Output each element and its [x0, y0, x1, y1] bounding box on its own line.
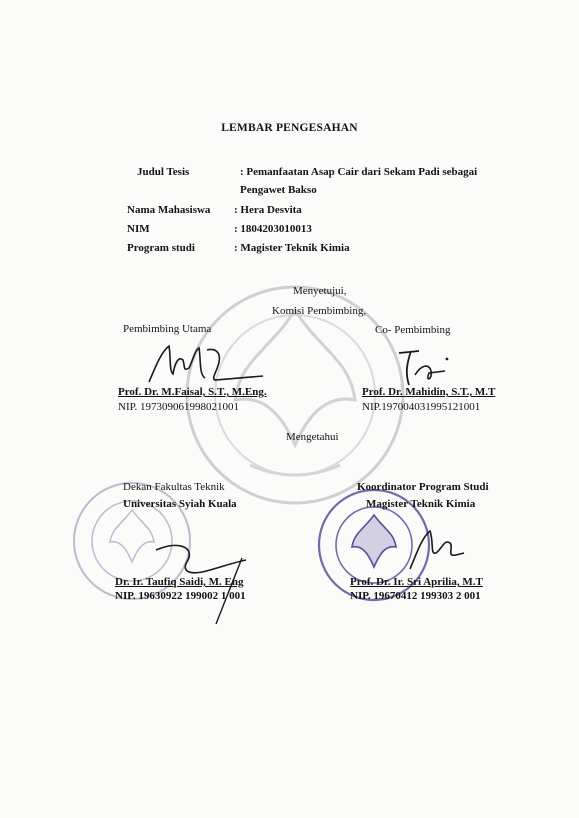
dean-nip: NIP. 19630922 199002 1 001 — [115, 590, 246, 602]
field-value-title-cont: Pengawet Bakso — [240, 184, 317, 196]
co-supervisor-signature-icon — [385, 345, 465, 390]
coordinator-program: Magister Teknik Kimia — [366, 498, 476, 510]
dean-signature-icon — [150, 520, 270, 628]
acknowledged-text: Mengetahui — [286, 431, 339, 443]
co-supervisor-name: Prof. Dr. Mahidin, S.T., M.T — [362, 386, 496, 398]
page-title: LEMBAR PENGESAHAN — [221, 122, 358, 134]
coordinator-title: Koordinator Program Studi — [357, 481, 489, 493]
dean-name: Dr. Ir. Taufiq Saidi, M. Eng — [115, 576, 244, 588]
field-label-name: Nama Mahasiswa — [127, 204, 211, 216]
field-label-title: Judul Tesis — [137, 166, 190, 178]
committee-text: Komisi Pembimbing, — [272, 305, 367, 317]
main-supervisor-role: Pembimbing Utama — [123, 323, 212, 335]
co-supervisor-nip: NIP.197004031995121001 — [362, 401, 481, 413]
co-supervisor-role: Co- Pembimbing — [375, 324, 451, 336]
field-value-name: : Hera Desvita — [234, 204, 302, 216]
approval-text: Menyetujui, — [293, 285, 347, 297]
field-value-nim: : 1804203010013 — [234, 223, 312, 235]
coordinator-nip: NIP. 19670412 199303 2 001 — [350, 590, 481, 602]
dean-university: Universitas Syiah Kuala — [123, 498, 237, 510]
field-value-title: : Pemanfaatan Asap Cair dari Sekam Padi sebagai — [240, 166, 478, 178]
coordinator-signature-icon — [400, 525, 470, 575]
main-supervisor-nip: NIP. 197309061998021001 — [118, 401, 240, 413]
main-supervisor-name: Prof. Dr. M.Faisal, S.T., M.Eng. — [118, 386, 267, 398]
field-label-nim: NIM — [127, 223, 150, 235]
field-value-program: : Magister Teknik Kimia — [234, 242, 350, 254]
main-supervisor-signature-icon — [145, 338, 275, 390]
field-label-program: Program studi — [127, 242, 195, 254]
coordinator-name: Prof. Dr. Ir. Sri Aprilia, M.T — [350, 576, 483, 588]
dean-title: Dekan Fakultas Teknik — [123, 481, 225, 493]
